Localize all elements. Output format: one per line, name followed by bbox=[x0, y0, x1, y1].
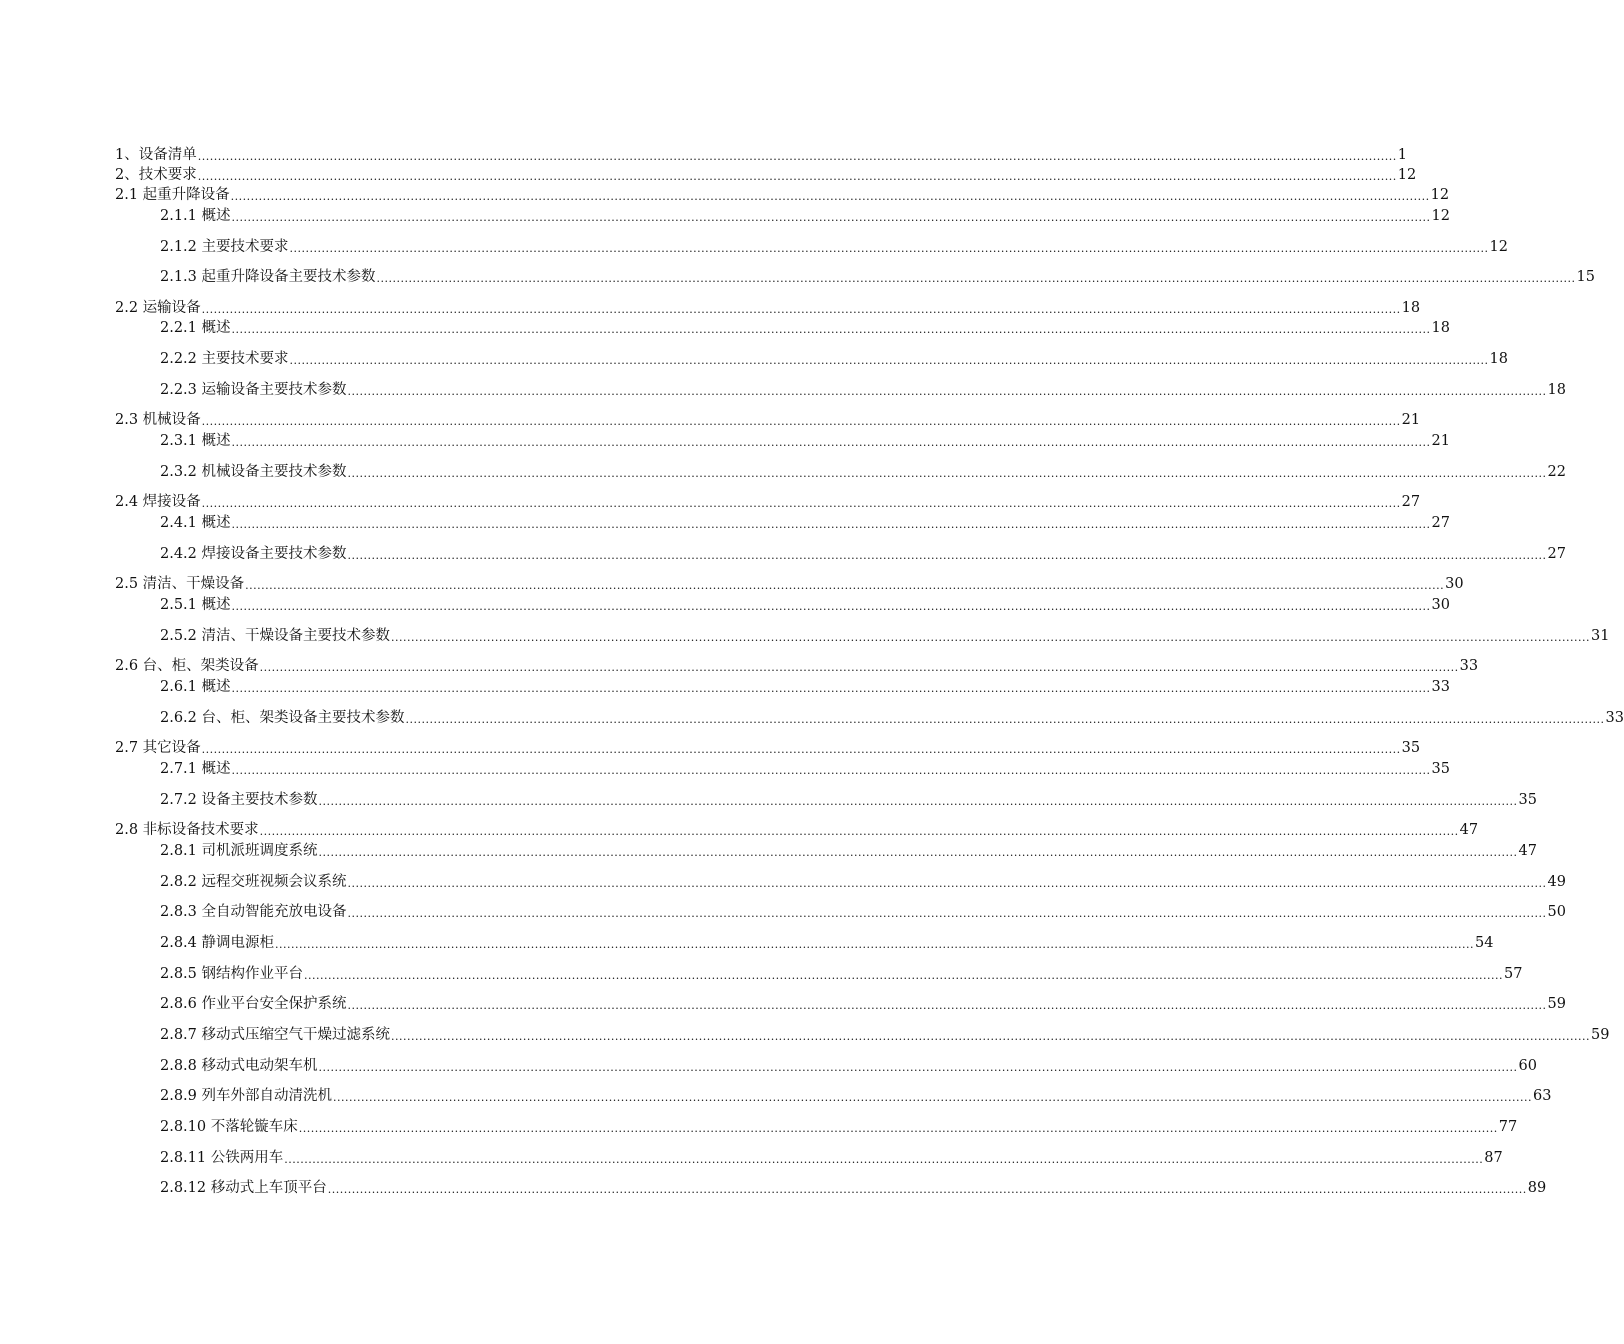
toc-entry-page: 31 bbox=[1591, 628, 1610, 644]
toc-entry-title: 2.5.2 清洁、干燥设备主要技术参数 bbox=[160, 628, 391, 644]
toc-entry-title: 2.8.9 列车外部自动清洗机 bbox=[160, 1088, 333, 1104]
toc-leader-dots: ............................................................................................................................................................................................................................................................................................................ bbox=[347, 877, 1547, 890]
toc-entry-title: 2.7.1 概述 bbox=[160, 761, 231, 777]
toc-entry-page: 18 bbox=[1547, 382, 1566, 398]
toc-entry-page: 47 bbox=[1459, 822, 1479, 838]
toc-entry-title: 2.8.12 移动式上车顶平台 bbox=[160, 1180, 327, 1196]
toc-entry-page: 12 bbox=[1430, 187, 1450, 203]
toc-entry-page: 63 bbox=[1533, 1088, 1552, 1104]
toc-entry-title: 2.8.5 钢结构作业平台 bbox=[160, 966, 304, 982]
toc-leader-dots: ............................................................................................................................................................................................................................................................................................................ bbox=[231, 682, 1431, 695]
toc-leader-dots: ............................................................................................................................................................................................................................................................................................................ bbox=[347, 907, 1547, 920]
toc-entry[interactable] bbox=[115, 492, 1421, 512]
toc-entry-page: 54 bbox=[1475, 935, 1494, 951]
toc-entry-title: 2.8.10 不落轮镟车床 bbox=[160, 1119, 298, 1135]
toc-entry[interactable] bbox=[115, 574, 1464, 594]
toc-entry[interactable] bbox=[160, 872, 1566, 892]
toc-entry[interactable] bbox=[160, 933, 1494, 953]
toc-entry-title: 2、技术要求 bbox=[115, 167, 197, 183]
toc-entry[interactable] bbox=[160, 1086, 1552, 1106]
toc-entry[interactable] bbox=[160, 841, 1537, 861]
toc-leader-dots: ............................................................................................................................................................................................................................................................................................................ bbox=[347, 385, 1547, 398]
toc-leader-dots: ............................................................................................................................................................................................................................................................................................................ bbox=[197, 150, 1397, 163]
toc-entry-page: 27 bbox=[1401, 494, 1421, 510]
toc-leader-dots: ............................................................................................................................................................................................................................................................................................................ bbox=[318, 846, 1518, 859]
toc-entry-title: 2.7.2 设备主要技术参数 bbox=[160, 792, 318, 808]
toc-leader-dots: ............................................................................................................................................................................................................................................................................................................ bbox=[231, 518, 1431, 531]
toc-entry-page: 59 bbox=[1591, 1027, 1610, 1043]
toc-entry[interactable] bbox=[160, 431, 1450, 451]
toc-entry-page: 87 bbox=[1484, 1150, 1503, 1166]
toc-entry-page: 77 bbox=[1498, 1119, 1518, 1135]
toc-entry-page: 33 bbox=[1605, 710, 1624, 726]
toc-entry-title: 2.4 焊接设备 bbox=[115, 494, 201, 510]
toc-entry-page: 12 bbox=[1489, 239, 1508, 255]
toc-entry[interactable] bbox=[115, 298, 1421, 318]
toc-leader-dots: ............................................................................................................................................................................................................................................................................................................ bbox=[327, 1183, 1527, 1196]
toc-entry-page: 49 bbox=[1547, 874, 1566, 890]
toc-entry[interactable] bbox=[160, 462, 1566, 482]
toc-leader-dots: ............................................................................................................................................................................................................................................................................................................ bbox=[347, 467, 1547, 480]
toc-entry-page: 22 bbox=[1547, 464, 1566, 480]
toc-leader-dots: ............................................................................................................................................................................................................................................................................................................ bbox=[275, 938, 1474, 951]
toc-entry-title: 2.3.1 概述 bbox=[160, 433, 231, 449]
toc-entry[interactable] bbox=[160, 964, 1523, 984]
toc-leader-dots: ............................................................................................................................................................................................................................................................................................................ bbox=[304, 969, 1503, 982]
toc-leader-dots: ............................................................................................................................................................................................................................................................................................................ bbox=[289, 242, 1489, 255]
toc-entry-page: 35 bbox=[1431, 761, 1450, 777]
toc-entry[interactable] bbox=[160, 626, 1610, 646]
toc-leader-dots: ............................................................................................................................................................................................................................................................................................................ bbox=[284, 1153, 1484, 1166]
toc-entry-title: 2.1.3 起重升降设备主要技术参数 bbox=[160, 269, 376, 285]
toc-entry-page: 27 bbox=[1547, 546, 1566, 562]
toc-entry-title: 2.8.3 全自动智能充放电设备 bbox=[160, 904, 347, 920]
toc-entry-page: 18 bbox=[1431, 320, 1450, 336]
toc-leader-dots: ............................................................................................................................................................................................................................................................................................................ bbox=[201, 743, 1401, 756]
toc-entry-title: 2.5.1 概述 bbox=[160, 597, 231, 613]
toc-entry-title: 2.6.2 台、柜、架类设备主要技术参数 bbox=[160, 710, 405, 726]
toc-entry-page: 60 bbox=[1518, 1058, 1537, 1074]
toc-entry-title: 2.8.8 移动式电动架车机 bbox=[160, 1058, 318, 1074]
toc-leader-dots: ............................................................................................................................................................................................................................................................................................................ bbox=[230, 190, 1430, 203]
toc-entry[interactable] bbox=[115, 820, 1479, 840]
toc-entry-title: 2.3 机械设备 bbox=[115, 412, 201, 428]
toc-entry[interactable] bbox=[160, 902, 1566, 922]
toc-entry-title: 2.1 起重升降设备 bbox=[115, 187, 230, 203]
toc-entry[interactable] bbox=[160, 759, 1450, 779]
toc-entry[interactable] bbox=[115, 165, 1417, 185]
toc-entry[interactable] bbox=[115, 738, 1421, 758]
toc-entry-page: 30 bbox=[1431, 597, 1450, 613]
toc-entry[interactable] bbox=[160, 206, 1450, 226]
toc-entry-title: 2.4.2 焊接设备主要技术参数 bbox=[160, 546, 347, 562]
toc-entry-title: 2.8 非标设备技术要求 bbox=[115, 822, 259, 838]
toc-entry-page: 33 bbox=[1459, 658, 1479, 674]
toc-entry-page: 15 bbox=[1576, 269, 1595, 285]
toc-leader-dots: ............................................................................................................................................................................................................................................................................................................ bbox=[318, 795, 1518, 808]
toc-entry-title: 2.2 运输设备 bbox=[115, 300, 201, 316]
toc-entry[interactable] bbox=[160, 708, 1624, 728]
toc-entry[interactable] bbox=[160, 318, 1450, 338]
toc-entry-title: 2.5 清洁、干燥设备 bbox=[115, 576, 245, 592]
toc-entry-title: 2.6.1 概述 bbox=[160, 679, 231, 695]
toc-leader-dots: ............................................................................................................................................................................................................................................................................................................ bbox=[347, 999, 1547, 1012]
toc-entry-page: 27 bbox=[1431, 515, 1450, 531]
toc-entry-title: 2.8.6 作业平台安全保护系统 bbox=[160, 996, 347, 1012]
toc-entry[interactable] bbox=[160, 1178, 1547, 1198]
toc-leader-dots: ............................................................................................................................................................................................................................................................................................................ bbox=[197, 170, 1397, 183]
toc-leader-dots: ............................................................................................................................................................................................................................................................................................................ bbox=[231, 436, 1431, 449]
toc-entry-page: 1 bbox=[1397, 147, 1407, 163]
toc-entry-title: 2.2.1 概述 bbox=[160, 320, 231, 336]
toc-entry-page: 89 bbox=[1527, 1180, 1547, 1196]
toc-entry-title: 2.8.4 静调电源柜 bbox=[160, 935, 275, 951]
toc-entry[interactable] bbox=[160, 544, 1566, 564]
toc-leader-dots: ............................................................................................................................................................................................................................................................................................................ bbox=[318, 1061, 1518, 1074]
toc-entry[interactable] bbox=[160, 790, 1537, 810]
toc-leader-dots: ............................................................................................................................................................................................................................................................................................................ bbox=[405, 713, 1605, 726]
toc-entry[interactable] bbox=[160, 1148, 1503, 1168]
toc-leader-dots: ............................................................................................................................................................................................................................................................................................................ bbox=[391, 631, 1590, 644]
toc-entry-title: 2.2.2 主要技术要求 bbox=[160, 351, 289, 367]
toc-entry-page: 47 bbox=[1518, 843, 1537, 859]
toc-leader-dots: ............................................................................................................................................................................................................................................................................................................ bbox=[259, 661, 1459, 674]
toc-entry-title: 2.6 台、柜、架类设备 bbox=[115, 658, 259, 674]
toc-entry-page: 35 bbox=[1518, 792, 1537, 808]
toc-entry-title: 2.8.7 移动式压缩空气干燥过滤系统 bbox=[160, 1027, 391, 1043]
toc-entry-title: 2.2.3 运输设备主要技术参数 bbox=[160, 382, 347, 398]
toc-leader-dots: ............................................................................................................................................................................................................................................................................................................ bbox=[347, 549, 1547, 562]
toc-entry[interactable] bbox=[160, 1025, 1610, 1045]
toc-entry-page: 30 bbox=[1445, 576, 1464, 592]
toc-leader-dots: ............................................................................................................................................................................................................................................................................................................ bbox=[391, 1030, 1590, 1043]
toc-entry-page: 12 bbox=[1431, 208, 1450, 224]
toc-entry-page: 18 bbox=[1489, 351, 1508, 367]
toc-entry[interactable] bbox=[160, 994, 1566, 1014]
toc-leader-dots: ............................................................................................................................................................................................................................................................................................................ bbox=[298, 1122, 1498, 1135]
toc-entry[interactable] bbox=[115, 145, 1407, 165]
toc-entry-title: 2.7 其它设备 bbox=[115, 740, 201, 756]
toc-leader-dots: ............................................................................................................................................................................................................................................................................................................ bbox=[201, 415, 1401, 428]
toc-entry[interactable] bbox=[160, 267, 1595, 287]
toc-entry-page: 21 bbox=[1401, 412, 1421, 428]
toc-leader-dots: ............................................................................................................................................................................................................................................................................................................ bbox=[231, 211, 1431, 224]
toc-entry-page: 50 bbox=[1547, 904, 1566, 920]
toc-entry-title: 2.4.1 概述 bbox=[160, 515, 231, 531]
toc-entry[interactable] bbox=[160, 349, 1508, 369]
toc-entry-page: 35 bbox=[1401, 740, 1421, 756]
toc-leader-dots: ............................................................................................................................................................................................................................................................................................................ bbox=[259, 825, 1459, 838]
toc-entry-title: 2.1.2 主要技术要求 bbox=[160, 239, 289, 255]
toc-entry-title: 2.8.2 远程交班视频会议系统 bbox=[160, 874, 347, 890]
toc-entry[interactable] bbox=[160, 1056, 1537, 1076]
toc-leader-dots: ............................................................................................................................................................................................................................................................................................................ bbox=[289, 354, 1489, 367]
toc-entry-page: 59 bbox=[1547, 996, 1566, 1012]
toc-leader-dots: ............................................................................................................................................................................................................................................................................................................ bbox=[376, 272, 1576, 285]
toc-entry-page: 57 bbox=[1504, 966, 1523, 982]
toc-leader-dots: ............................................................................................................................................................................................................................................................................................................ bbox=[231, 764, 1431, 777]
toc-entry-title: 2.3.2 机械设备主要技术参数 bbox=[160, 464, 347, 480]
toc-entry[interactable] bbox=[160, 595, 1450, 615]
toc-entry-page: 18 bbox=[1401, 300, 1421, 316]
toc-entry[interactable] bbox=[160, 513, 1450, 533]
toc-leader-dots: ............................................................................................................................................................................................................................................................................................................ bbox=[333, 1091, 1532, 1104]
toc-entry[interactable] bbox=[160, 677, 1450, 697]
toc-entry[interactable] bbox=[115, 656, 1479, 676]
toc-entry-title: 1、设备清单 bbox=[115, 147, 197, 163]
toc-entry-title: 2.1.1 概述 bbox=[160, 208, 231, 224]
toc-leader-dots: ............................................................................................................................................................................................................................................................................................................ bbox=[231, 600, 1431, 613]
toc-entry[interactable] bbox=[160, 237, 1508, 257]
toc-entry-page: 21 bbox=[1431, 433, 1450, 449]
toc-leader-dots: ............................................................................................................................................................................................................................................................................................................ bbox=[231, 323, 1431, 336]
toc-leader-dots: ............................................................................................................................................................................................................................................................................................................ bbox=[245, 579, 1445, 592]
toc-entry-title: 2.8.1 司机派班调度系统 bbox=[160, 843, 318, 859]
toc-entry-title: 2.8.11 公铁两用车 bbox=[160, 1150, 284, 1166]
toc-entry[interactable] bbox=[115, 185, 1450, 205]
toc-leader-dots: ............................................................................................................................................................................................................................................................................................................ bbox=[201, 497, 1401, 510]
toc-leader-dots: ............................................................................................................................................................................................................................................................................................................ bbox=[201, 303, 1401, 316]
toc-entry[interactable] bbox=[115, 410, 1421, 430]
toc-entry[interactable] bbox=[160, 380, 1566, 400]
toc-entry[interactable] bbox=[160, 1117, 1518, 1137]
toc-entry-page: 12 bbox=[1397, 167, 1417, 183]
toc-entry-page: 33 bbox=[1431, 679, 1450, 695]
